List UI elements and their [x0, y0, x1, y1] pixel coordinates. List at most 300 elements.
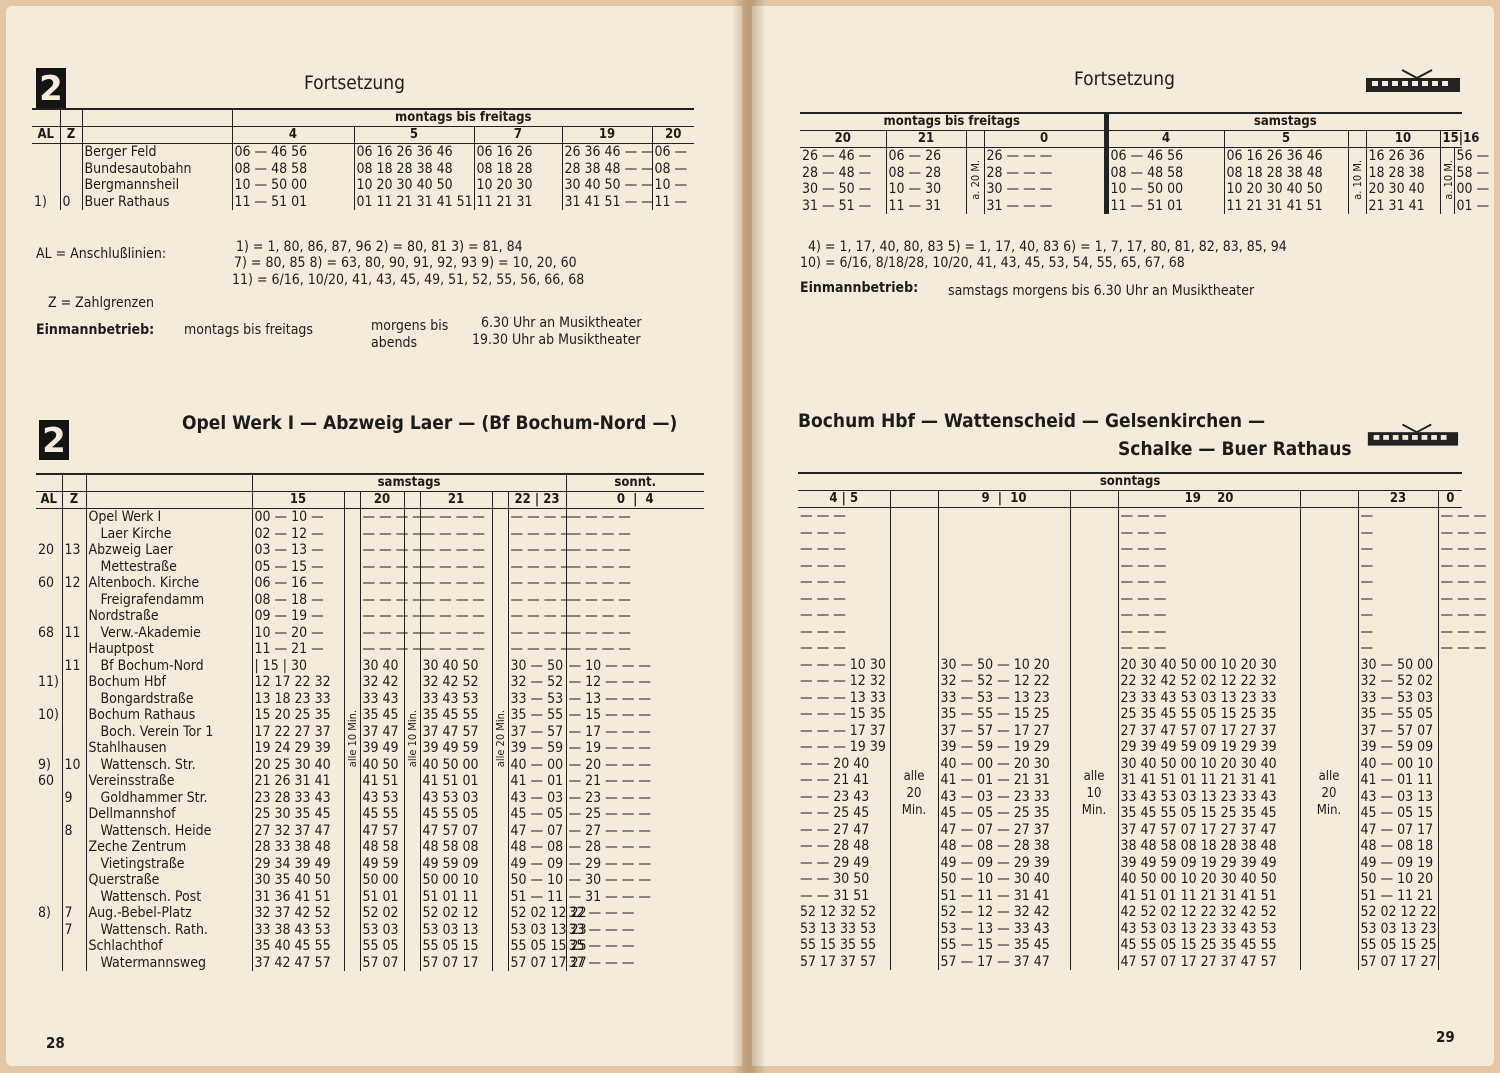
time-cell: 21 26 31 41: [252, 773, 344, 790]
time-cell: 45 55 05 15 25 35 45 55: [1118, 937, 1300, 954]
time-cell: 50 — 10 — 30 40: [938, 871, 1070, 888]
time-cell: — 12 — — —: [566, 674, 704, 691]
table-row: [36, 509, 704, 526]
stop-name: Stahlhausen: [86, 740, 252, 757]
interval-text: alle 10 Min.: [405, 710, 419, 768]
time-cell: 47 — 07 17: [1358, 822, 1438, 839]
time-cell: 43 53 03 13 23 33 43 53: [1118, 921, 1300, 938]
time-cell: [1438, 822, 1462, 839]
time-cell: — 27 — — —: [566, 823, 704, 840]
stop-name: Verw.-Akademie: [86, 625, 252, 642]
time-cell: 37 42 47 57: [252, 955, 344, 972]
time-cell: [1438, 921, 1462, 938]
interval-column: [1348, 148, 1366, 215]
al-cell: [36, 889, 62, 906]
stop-name: Opel Werk I: [86, 509, 252, 526]
al-cell: [36, 872, 62, 889]
time-cell: | 15 | 30: [252, 658, 344, 675]
time-cell: — — — 10 30: [800, 656, 886, 673]
time-cell: 41 — 01: [508, 773, 566, 790]
col-hour: 20: [800, 131, 886, 148]
time-cell: 37 — 57 — 17 27: [938, 723, 1070, 740]
interval-column: [492, 509, 508, 972]
table-row: [798, 508, 1462, 525]
time-cell: 32 — 52 — 12 22: [938, 673, 1070, 690]
stop-name: Bongardstraße: [86, 691, 252, 708]
interval-text: 10: [1086, 786, 1102, 801]
stop-name: Bochum Hbf: [86, 674, 252, 691]
time-cell: 48 — 08: [508, 839, 566, 856]
time-cell: [1438, 904, 1462, 921]
table-row: [36, 922, 704, 939]
time-cell: 39 — 59 09: [1358, 739, 1438, 756]
time-cell: —: [1358, 640, 1438, 657]
z-cell: 7: [62, 922, 86, 939]
time-cell: 06 — 46 56: [1106, 148, 1224, 165]
col-z: Z: [62, 492, 86, 509]
col-hour: 4: [232, 127, 354, 144]
einmann-label: Einmannbetrieb:: [800, 280, 919, 296]
col-z: Z: [60, 127, 82, 144]
time-cell: — — —: [800, 524, 846, 541]
al-label: AL = Anschlußlinien:: [36, 246, 167, 262]
interval-text: alle 10 Min.: [345, 710, 359, 768]
time-cell: [1438, 673, 1462, 690]
time-cell: — — —: [1118, 607, 1300, 624]
time-cell: — — — —: [360, 592, 404, 609]
interval-text: alle: [903, 769, 925, 784]
time-cell: 33 43 53 03 13 23 33 43: [1118, 789, 1300, 806]
time-cell: 48 — 08 — 28 38: [938, 838, 1070, 855]
time-cell: 52 02 12: [420, 905, 492, 922]
table-row: [36, 592, 704, 609]
time-cell: 08 — 48 58: [232, 161, 354, 178]
einmann-text: abends: [371, 335, 418, 351]
time-cell: 53 13 33 53: [800, 920, 877, 937]
z-cell: 0: [60, 194, 82, 211]
table-row: [36, 559, 704, 576]
z-cell: 7: [62, 905, 86, 922]
interval-text: 20: [1321, 786, 1337, 801]
time-cell: 39 49 59: [420, 740, 492, 757]
table-row: [36, 625, 704, 642]
time-cell: — — — —: [566, 542, 704, 559]
time-cell: 56 —: [1454, 148, 1462, 165]
time-cell: 49 — 09 — 29 39: [938, 855, 1070, 872]
time-cell: 53 03 13 23: [508, 922, 566, 939]
time-cell: 08 — 28: [886, 165, 966, 182]
stop-name: Vereinsstraße: [86, 773, 252, 790]
stop-name: Wattensch. Rath.: [86, 922, 252, 939]
time-cell: — — —: [1438, 640, 1462, 657]
time-cell: — — —: [1438, 624, 1462, 641]
time-cell: 43 — 03 13: [1358, 789, 1438, 806]
time-cell: 45 — 05 15: [1358, 805, 1438, 822]
al-cell: 60: [38, 575, 55, 591]
time-cell: 30 40 50 00 10 20 30 40: [1118, 756, 1300, 773]
time-cell: — — —: [1118, 508, 1300, 525]
col-hour: 9 | 10: [938, 491, 1070, 508]
time-cell: 11 21 31 41 51: [1224, 198, 1348, 215]
time-cell: — 30 — — —: [566, 872, 704, 889]
time-cell: 30 — — —: [984, 181, 1106, 198]
z-cell: [62, 691, 86, 708]
time-cell: 50 00 10: [420, 872, 492, 889]
time-cell: 41 — 01 — 21 31: [938, 772, 1070, 789]
time-cell: 35 — 55 05: [1358, 706, 1438, 723]
time-cell: — — —: [1438, 525, 1462, 542]
time-cell: 28 38 48 — —: [562, 161, 652, 178]
interval-text: alle: [1318, 769, 1340, 784]
time-cell: — 25 — — —: [566, 806, 704, 823]
time-cell: — — —: [800, 607, 846, 623]
table-row: [36, 740, 704, 757]
al-cell: 68: [38, 624, 55, 641]
time-cell: 55 — 15 — 35 45: [938, 937, 1070, 954]
interval-text: Min.: [1316, 803, 1342, 818]
time-cell: 45 — 05: [508, 806, 566, 823]
tram-icon: [1362, 68, 1462, 96]
time-cell: 29 34 39 49: [252, 856, 344, 873]
col-hour: 5: [354, 127, 474, 144]
time-cell: 49 59: [360, 856, 404, 873]
time-cell: 27 37 47 57 07 17 27 37: [1118, 723, 1300, 740]
time-cell: — — — 13 33: [800, 689, 886, 706]
al-cell: [36, 608, 62, 625]
al-cell: 8): [38, 905, 51, 921]
time-cell: 48 — 08 18: [1358, 838, 1438, 855]
time-cell: 30 40 50 — —: [562, 177, 652, 194]
time-cell: — — — —: [360, 509, 404, 526]
time-cell: 41 51: [360, 773, 404, 790]
time-cell: 19 24 29 39: [252, 740, 344, 757]
time-cell: 55 05 15 25: [508, 938, 566, 955]
al-cell: [36, 922, 62, 939]
time-cell: 10 — 50 00: [1106, 181, 1224, 198]
time-cell: — — 31 51: [800, 887, 870, 904]
table-row: [32, 194, 694, 211]
time-cell: 49 59 09: [420, 856, 492, 873]
time-cell: — — —: [800, 590, 846, 607]
group-header: sonntags: [798, 473, 1462, 491]
z-cell: [60, 161, 82, 178]
interval-column: [1070, 508, 1118, 971]
stop-name: Wattensch. Post: [86, 889, 252, 906]
time-cell: — — —: [1438, 574, 1462, 591]
time-cell: 20 30 40: [1366, 181, 1440, 198]
time-cell: — — — 15 35: [800, 706, 886, 722]
timetable-weekday-saturday: [800, 112, 1490, 214]
time-cell: — 28 — — —: [566, 839, 704, 856]
col-hour: 20: [652, 127, 694, 144]
time-cell: 25 30 35 45: [252, 806, 344, 823]
time-cell: 09 — 19 —: [252, 608, 344, 625]
table-row: [36, 707, 704, 724]
time-cell: 57 17 37 57: [800, 953, 877, 970]
time-cell: 50 — 10 20: [1358, 871, 1438, 888]
left-page: [6, 6, 742, 1066]
time-cell: 37 47 57 07 17 27 37 47: [1118, 822, 1300, 839]
z-label: Z = Zahlgrenzen: [48, 295, 154, 311]
z-cell: [62, 674, 86, 691]
time-cell: 23 28 33 43: [252, 790, 344, 807]
time-cell: — — —: [1118, 591, 1300, 608]
stop-name: Watermannsweg: [86, 955, 252, 972]
timetable-route: [36, 473, 704, 971]
interval-column: [344, 509, 360, 972]
al-cell: [36, 592, 62, 609]
time-cell: — — — —: [420, 641, 492, 658]
interval-column: [1440, 148, 1454, 215]
table-row: [36, 658, 704, 675]
time-cell: 31 — 51 —: [802, 197, 872, 214]
time-cell: 49 — 09: [508, 856, 566, 873]
z-cell: [62, 740, 86, 757]
time-cell: — — —: [800, 623, 846, 640]
time-cell: — — —: [800, 541, 846, 557]
time-cell: 11 — 21 —: [252, 641, 344, 658]
time-cell: — — —: [800, 508, 846, 524]
time-cell: 52 02 12 22: [508, 905, 566, 922]
time-cell: 30 — 50 —: [802, 181, 872, 197]
time-cell: — — — —: [508, 542, 566, 559]
col-hour: 20: [360, 492, 404, 509]
z-cell: [62, 724, 86, 741]
time-cell: 45 55 05: [420, 806, 492, 823]
stop-name: Bundesautobahn: [82, 161, 232, 178]
col-hour: 5: [1224, 131, 1348, 148]
time-cell: —: [1358, 591, 1438, 608]
time-cell: 47 57 07 17 27 37 47 57: [1118, 954, 1300, 971]
z-cell: 10: [62, 757, 86, 774]
al-line: 1) = 1, 80, 86, 87, 96 2) = 80, 81 3) = 81, 84: [236, 239, 523, 255]
time-cell: — — — —: [508, 526, 566, 543]
einmann-label: Einmannbetrieb:: [36, 322, 155, 338]
interval-text: alle: [1083, 769, 1105, 784]
time-cell: 55 15 35 55: [800, 937, 877, 953]
time-cell: 10 20 30 40 50: [1224, 181, 1348, 198]
time-cell: 45 55: [360, 806, 404, 823]
time-cell: 47 — 07 — 27 37: [938, 822, 1070, 839]
time-cell: 01 11 21 31 41 51: [354, 194, 474, 211]
al-cell: 10): [38, 707, 59, 723]
time-cell: — 17 — — —: [566, 724, 704, 741]
time-cell: — — — —: [420, 608, 492, 625]
time-cell: 22 32 42 52 02 12 22 32: [1118, 673, 1300, 690]
table-row: [36, 691, 704, 708]
time-cell: [1438, 723, 1462, 740]
time-cell: 32 37 42 52: [252, 905, 344, 922]
al-cell: [36, 526, 62, 543]
time-cell: — — — —: [566, 575, 704, 592]
time-cell: 37 47 57: [420, 724, 492, 741]
einmann-text: 6.30 Uhr an Musiktheater: [481, 315, 642, 331]
time-cell: — — — —: [360, 542, 404, 559]
time-cell: 33 — — —: [566, 922, 704, 939]
book-gutter: [732, 0, 766, 1073]
time-cell: — — — —: [566, 559, 704, 576]
time-cell: — — — —: [508, 575, 566, 592]
col-hour: 19: [562, 127, 652, 144]
al-cell: 11): [38, 674, 59, 690]
time-cell: 37 — 57: [508, 724, 566, 741]
col-hour: 0: [984, 131, 1106, 148]
table-row: [36, 955, 704, 972]
time-cell: 40 50: [360, 757, 404, 774]
time-cell: —: [1358, 558, 1438, 575]
time-cell: 02 — 12 —: [252, 526, 344, 543]
time-cell: — 15 — — —: [566, 707, 704, 724]
tram-icon: [1364, 422, 1460, 450]
time-cell: 11 — 51 01: [1106, 198, 1224, 215]
time-cell: — — —: [1118, 624, 1300, 641]
time-cell: — — — —: [508, 559, 566, 576]
group-header: montags bis freitags: [800, 113, 1106, 131]
stop-name: Mettestraße: [86, 559, 252, 576]
time-cell: — — — —: [420, 509, 492, 526]
interval-text: a. 10 M.: [1441, 160, 1455, 200]
time-cell: [1438, 690, 1462, 707]
time-cell: 51 — 11: [508, 889, 566, 906]
time-cell: —: [1358, 541, 1438, 558]
time-cell: 26 — 46 —: [802, 148, 872, 164]
time-cell: 00 —: [1454, 181, 1462, 198]
time-cell: — — —: [1118, 574, 1300, 591]
stop-name: Buer Rathaus: [82, 194, 232, 211]
time-cell: 53 03: [360, 922, 404, 939]
time-cell: 39 49: [360, 740, 404, 757]
table-row: [32, 161, 694, 178]
time-cell: 21 31 41: [1366, 198, 1440, 215]
time-cell: 30 40 50: [420, 658, 492, 675]
time-cell: — — 25 45: [800, 805, 870, 821]
time-cell: — — — —: [420, 625, 492, 642]
time-cell: — — —: [1118, 525, 1300, 542]
table-row: [36, 757, 704, 774]
time-cell: 47 — 07: [508, 823, 566, 840]
table-row: [36, 641, 704, 658]
time-cell: 41 — 01 11: [1358, 772, 1438, 789]
al-cell: [32, 177, 60, 194]
time-cell: — 19 — — —: [566, 740, 704, 757]
time-cell: 06 16 26: [474, 144, 562, 161]
time-cell: [1438, 805, 1462, 822]
time-cell: — — —: [1438, 541, 1462, 558]
stop-name: Vietingstraße: [86, 856, 252, 873]
time-cell: — — — —: [420, 592, 492, 609]
time-cell: [938, 508, 1070, 525]
time-cell: 39 49 59 09 19 29 39 49: [1118, 855, 1300, 872]
time-cell: 51 01: [360, 889, 404, 906]
einmann-text: morgens bis: [371, 318, 449, 334]
al-cell: [32, 144, 60, 161]
stop-name: Bf Bochum-Nord: [86, 658, 252, 675]
stop-name: Boch. Verein Tor 1: [86, 724, 252, 741]
time-cell: 10 —: [652, 177, 694, 194]
interval-text: Min.: [901, 803, 927, 818]
time-cell: 03 — 13 —: [252, 542, 344, 559]
stop-name: Zeche Zentrum: [86, 839, 252, 856]
time-cell: —: [1358, 508, 1438, 525]
time-cell: 08 18 28 38 48: [354, 161, 474, 178]
time-cell: — — — —: [420, 542, 492, 559]
time-cell: 33 — 53 03: [1358, 690, 1438, 707]
z-cell: [62, 559, 86, 576]
time-cell: 28 33 38 48: [252, 839, 344, 856]
time-cell: — — —: [1118, 640, 1300, 657]
time-cell: 57 07 17 27: [1358, 954, 1438, 971]
interval-text: Min.: [1081, 803, 1107, 818]
al-cell: [36, 559, 62, 576]
time-cell: 39 — 59: [508, 740, 566, 757]
al-cell: [36, 641, 62, 658]
stop-name: Aug.-Bebel-Platz: [86, 905, 252, 922]
time-cell: — — — —: [420, 559, 492, 576]
time-cell: 28 — 48 —: [802, 164, 872, 181]
time-cell: 39 — 59 — 19 29: [938, 739, 1070, 756]
time-cell: — — — —: [508, 608, 566, 625]
stop-name: Bergmannsheil: [82, 177, 232, 194]
time-cell: 48 58 08: [420, 839, 492, 856]
col-hour: 7: [474, 127, 562, 144]
time-cell: 57 — 17 — 37 47: [938, 954, 1070, 971]
time-cell: — 13 — — —: [566, 691, 704, 708]
time-cell: 33 — 53 — 13 23: [938, 690, 1070, 707]
col-hour: 10: [1366, 131, 1440, 148]
einmann-text: 19.30 Uhr ab Musiktheater: [472, 332, 641, 348]
table-row: [36, 938, 704, 955]
time-cell: [938, 640, 1070, 657]
table-row: [36, 542, 704, 559]
timetable-weekday-continuation: [32, 108, 694, 210]
z-cell: 12: [62, 575, 86, 592]
section-title: Fortsetzung: [1074, 68, 1175, 90]
stop-name: Schlachthof: [86, 938, 252, 955]
time-cell: 31 — — —: [984, 198, 1106, 215]
stop-name: Altenboch. Kirche: [86, 575, 252, 592]
table-row: [36, 773, 704, 790]
time-cell: 40 — 00 — 20 30: [938, 756, 1070, 773]
time-cell: 10 — 20 —: [252, 625, 344, 642]
interval-column: [1300, 508, 1358, 971]
time-cell: 18 28 38: [1366, 165, 1440, 182]
time-cell: 53 03 13 23: [1358, 921, 1438, 938]
time-cell: — 10 — — —: [566, 658, 704, 675]
time-cell: — 23 — — —: [566, 790, 704, 807]
time-cell: — — — —: [360, 526, 404, 543]
al-line: 10) = 6/16, 8/18/28, 10/20, 41, 43, 45, 53, 54, 55, 65, 67, 68: [800, 255, 1185, 271]
time-cell: [1438, 838, 1462, 855]
z-cell: [60, 177, 82, 194]
time-cell: 33 43: [360, 691, 404, 708]
group-header: samstags: [1106, 113, 1462, 131]
stop-name: Goldhammer Str.: [86, 790, 252, 807]
interval-column: [890, 508, 938, 971]
time-cell: [1438, 739, 1462, 756]
line-badge: 2: [36, 68, 66, 108]
time-cell: — — —: [800, 640, 846, 656]
time-cell: 35 — 55 — 15 25: [938, 706, 1070, 723]
page-number: 29: [1436, 1028, 1455, 1046]
time-cell: — — — —: [508, 592, 566, 609]
al-cell: [36, 724, 62, 741]
time-cell: 52 02: [360, 905, 404, 922]
time-cell: 08 18 28 38 48: [1224, 165, 1348, 182]
time-cell: 12 17 22 32: [252, 674, 344, 691]
z-cell: [62, 938, 86, 955]
time-cell: 33 38 43 53: [252, 922, 344, 939]
z-cell: [62, 955, 86, 972]
